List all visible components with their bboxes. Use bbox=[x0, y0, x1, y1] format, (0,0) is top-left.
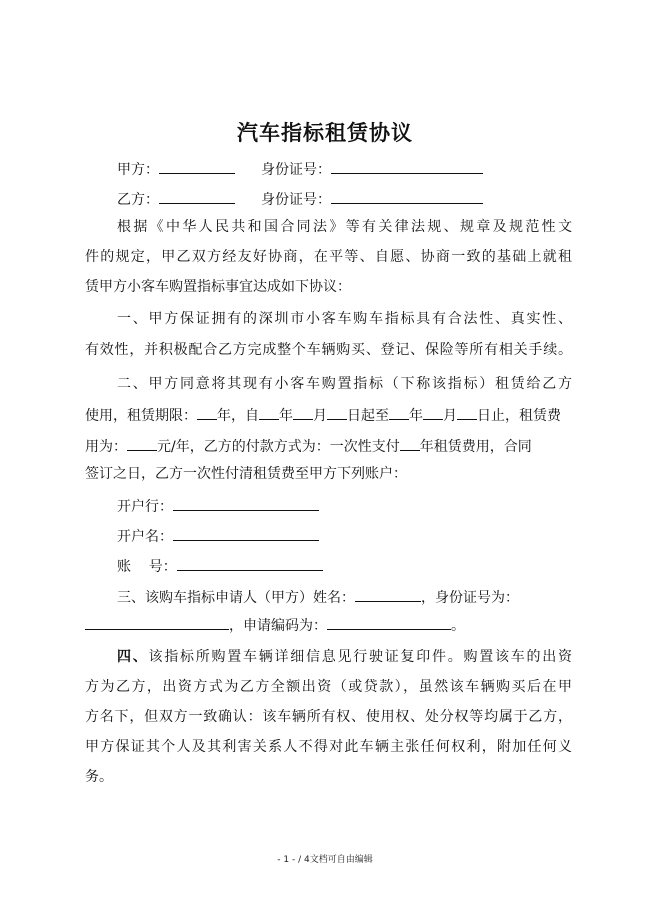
payment-years-blank bbox=[400, 434, 420, 451]
party-a-id-label: 身份证号： bbox=[261, 162, 331, 178]
start-day-blank bbox=[327, 403, 347, 420]
clause1-line-2: 有效性，并积极配合乙方完成整个车辆购买、登记、保险等所有相关手续。 bbox=[85, 342, 572, 358]
clause3-line-2 bbox=[85, 613, 465, 636]
applicant-name-blank bbox=[355, 585, 421, 602]
end-month-blank bbox=[423, 403, 443, 420]
clause1-line-1: 一、甲方保证拥有的深圳市小客车购车指标具有合法性、真实性、 bbox=[117, 311, 572, 327]
end-year-blank bbox=[389, 403, 409, 420]
clause2-payment-text: 元/年，乙方的付款方式为：一次性支付 bbox=[157, 439, 400, 455]
intro-line-3: 赁甲方小客车购置指标事宜达成如下协议： bbox=[85, 279, 351, 295]
clause3-applicant-label: 三、该购车指标申请人（甲方）姓名： bbox=[117, 590, 355, 606]
party-b-label: 乙方： bbox=[117, 192, 159, 208]
intro-line-1: 根据《中华人民共和国合同法》等有关律法规、规章及规范性文 bbox=[117, 219, 572, 235]
clause4-line-2: 方为乙方，出资方式为乙方全额出资（或贷款），虽然该车辆购买后在甲 bbox=[85, 679, 572, 695]
clause2-line-1: 二、甲方同意将其现有小客车购置指标（下称该指标）租赁给乙方 bbox=[117, 376, 572, 392]
clause3-id-label: ，身份证号为： bbox=[421, 590, 519, 606]
bank-line bbox=[117, 494, 319, 517]
account-number-blank bbox=[177, 554, 323, 571]
clause4-line-5: 务。 bbox=[85, 769, 113, 785]
lease-years-blank bbox=[197, 403, 217, 420]
applicant-id-blank bbox=[85, 613, 229, 630]
fee-amount-blank bbox=[127, 434, 157, 451]
account-name-line bbox=[117, 524, 319, 547]
clause4-line-4: 甲方保证其个人及其利害关系人不得对此车辆主张任何权利，附加任何义 bbox=[85, 739, 572, 755]
clause2-line-2 bbox=[85, 403, 561, 426]
party-a-id-blank bbox=[331, 157, 483, 174]
party-b-id-blank bbox=[331, 187, 483, 204]
clause2-text-year-2: 年 bbox=[409, 408, 423, 424]
page-footer: - 1 - / 4文档可自由编辑 bbox=[277, 855, 373, 865]
clause2-payment-tail: 年租赁费用，合同 bbox=[419, 439, 532, 455]
clause2-line-4: 签订之日，乙方一次性付清租赁费至甲方下列账户： bbox=[85, 466, 407, 482]
clause2-text-fee: 日止，租赁费 bbox=[477, 408, 561, 424]
clause2-text-until: 日起至 bbox=[347, 408, 389, 424]
party-a-line bbox=[117, 157, 483, 180]
clause2-text-from: 年，自 bbox=[217, 408, 259, 424]
page-title: 汽车指标租赁协议 bbox=[237, 121, 413, 145]
party-b-line bbox=[117, 187, 483, 210]
clause2-line-3 bbox=[85, 434, 532, 457]
account-number-line bbox=[117, 554, 323, 577]
start-month-blank bbox=[293, 403, 313, 420]
bank-label: 开户行： bbox=[117, 499, 173, 515]
intro-line-2: 件的规定，甲乙双方经友好协商，在平等、自愿、协商一致的基础上就租 bbox=[85, 249, 572, 265]
clause2-lease-term-label: 使用，租赁期限： bbox=[85, 408, 197, 424]
clause4-line-3: 方名下，但双方一致确认：该车辆所有权、使用权、处分权等均属于乙方， bbox=[85, 709, 572, 725]
party-b-blank bbox=[159, 187, 235, 204]
clause4-number: 四、 bbox=[117, 649, 149, 665]
party-a-label: 甲方： bbox=[117, 162, 159, 178]
clause3-period: 。 bbox=[451, 618, 465, 634]
party-b-id-label: 身份证号： bbox=[261, 192, 331, 208]
start-year-blank bbox=[259, 403, 279, 420]
clause4-line-1 bbox=[117, 647, 572, 667]
bank-blank bbox=[173, 494, 319, 511]
end-day-blank bbox=[457, 403, 477, 420]
account-number-label: 账 号： bbox=[117, 559, 177, 575]
clause4-text-1: 该指标所购置车辆详细信息见行驶证复印件。购置该车的出资 bbox=[148, 649, 572, 665]
application-code-blank bbox=[327, 613, 451, 630]
clause3-line-1 bbox=[117, 585, 519, 608]
account-name-label: 开户名： bbox=[117, 529, 173, 545]
clause2-text-month: 月 bbox=[313, 408, 327, 424]
account-name-blank bbox=[173, 524, 319, 541]
clause3-code-label: ，申请编码为： bbox=[229, 618, 327, 634]
clause2-text-year: 年 bbox=[279, 408, 293, 424]
clause2-fee-label: 用为： bbox=[85, 439, 127, 455]
clause2-text-month-2: 月 bbox=[443, 408, 457, 424]
party-a-blank bbox=[159, 157, 235, 174]
